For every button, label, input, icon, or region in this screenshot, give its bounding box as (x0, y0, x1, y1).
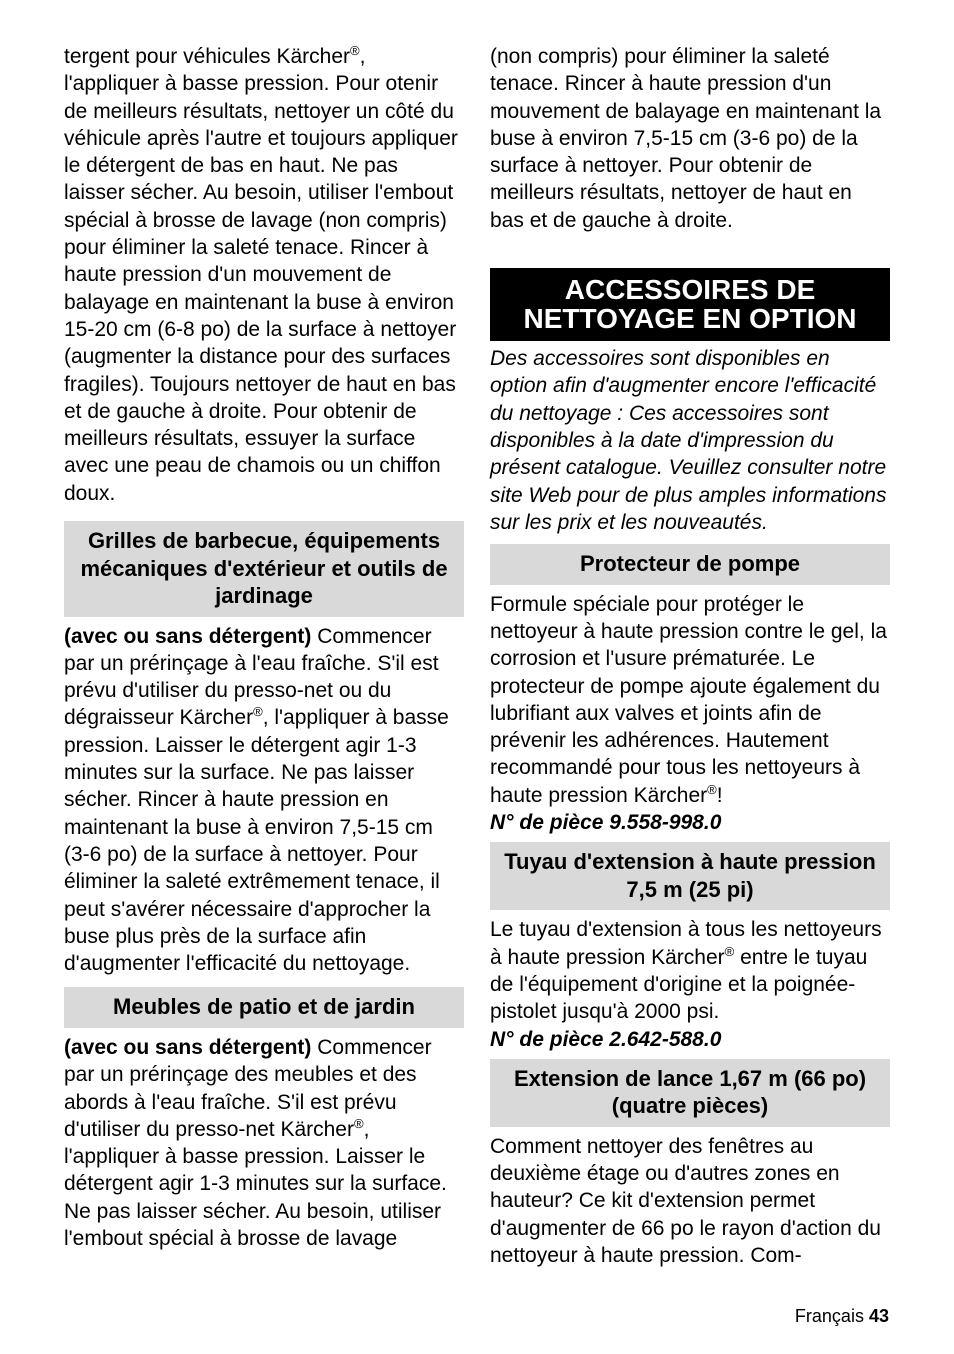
paragraph-patio (64, 1034, 464, 1252)
left-column (64, 43, 464, 1252)
paragraph-grills (64, 623, 464, 978)
paragraph-pump-protector (490, 591, 890, 809)
right-column (490, 43, 890, 1269)
heading-extension-hose: Tuyau d'extension à haute pression 7,5 m (25 pi) (490, 842, 890, 910)
page-footer (795, 1304, 889, 1328)
footer-language: Français (794, 1306, 864, 1326)
registered-mark: ® (350, 43, 360, 58)
text-run: tergent pour véhicules Kärcher (64, 45, 350, 68)
paragraph-vehicle-cleaning (64, 43, 464, 507)
lead-text: (avec ou sans détergent) (64, 1035, 312, 1059)
page-number: 43 (868, 1306, 889, 1326)
paragraph-lance-extension: Comment nettoyer des fenêtres au deuxième étage ou d'autres zones en hauteur? Ce kit d'extension permet d'augmenter de 66 po le rayon d'action du nettoyeur à haute pression. Com- (490, 1134, 881, 1267)
paragraph-accessories-intro: Des accessoires sont disponibles en option afin d'augmenter encore l'efficacité du nettoyage : Ces accessoires sont disponibles à la date d'impression du présent catalogue. Veuillez consulter notre site Web pour de plus amples informations sur les prix et les nouveautés. (490, 347, 887, 534)
heading-grills: Grilles de barbecue, équipements mécaniques d'extérieur et outils de jardinage (64, 521, 464, 617)
text-run: , l'appliquer à basse pression. Laisser le détergent agir 1-3 minutes sur la surface. Ne pas laisser sécher. Rincer à haute pression en maintenant la buse à environ 7,5-15 cm (3-6 po) de la surface à nettoyer. Pour éliminer la saleté extrêmement tenace, il peut s'avérer nécessaire d'approcher la buse plus près de la surface afin d'augmenter l'efficacité du nettoyage. (64, 706, 449, 976)
text-run: Commencer par un prérinçage des meubles et des abords à l'eau fraîche. S'il est prévu d'utiliser du presso-net Kärcher (64, 1035, 432, 1141)
heading-lance-extension: Extension de lance 1,67 m (66 po) (quatre pièces) (490, 1059, 890, 1127)
text-run: , l'appliquer à basse pression. Laisser le détergent agir 1-3 minutes sur la surface. Ne pas laisser sécher. Au besoin, utiliser l'embout spécial à brosse de lavage (64, 1117, 447, 1250)
text-run: Le tuyau d'extension à tous les nettoyeurs à haute pression Kärcher (490, 918, 882, 969)
text-run: ! (716, 783, 723, 807)
registered-mark: ® (724, 943, 735, 959)
paragraph-extension-hose (490, 916, 890, 1025)
registered-mark: ® (353, 1115, 364, 1131)
paragraph-continued: (non compris) pour éliminer la saleté tenace. Rincer à haute pression d'un mouvement de balayage en maintenant la buse à environ 7,5-15 cm (3-6 po) de la surface à nettoyer. Pour obtenir de meilleurs résultats, nettoyer de haut en bas et de gauche à droite. (490, 45, 882, 232)
text-run: , l'appliquer à basse pression. Pour otenir de meilleurs résultats, nettoyer un côté du véhicule après l'autre et toujours appliquer le détergent de bas en haut. Ne pas laisser sécher. Au besoin, utiliser l'embout spécial à brosse de lavage (non compris) pour éliminer la saleté tenace. Rincer à haute pression d'un mouvement de balayage en maintenant la buse à environ 15-20 cm (6-8 po) de la surface à nettoyer (augmenter la distance pour des surfaces fragiles). Toujours nettoyer de haut en bas et de gauche à droite. Pour obtenir de meilleurs résultats, essuyer la surface avec une peau de chamois ou un chiffon doux. (64, 45, 458, 505)
heading-pump-protector: Protecteur de pompe (490, 544, 890, 585)
part-number-pump: N° de pièce 9.558-998.0 (490, 811, 722, 835)
heading-patio: Meubles de patio et de jardin (64, 987, 464, 1028)
heading-optional-accessories: ACCESSOIRES DE NETTOYAGE EN OPTION (490, 268, 890, 341)
text-run: Commencer par un prérinçage à l'eau fraîche. S'il est prévu d'utiliser du presso-net ou du dégraisseur Kärcher (64, 624, 439, 730)
lead-text: (avec ou sans détergent) (64, 624, 312, 648)
text-run: Formule spéciale pour protéger le nettoyeur à haute pression contre le gel, la corrosion et l'usure prématurée. Le protecteur de pompe ajoute également du lubrifiant aux valves et joints afin de prévenir les adhérences. Hautement recommandé pour tous les nettoyeurs à haute pression Kärcher (490, 592, 887, 807)
registered-mark: ® (253, 704, 263, 720)
part-number-hose: N° de pièce 2.642-588.0 (490, 1027, 722, 1051)
registered-mark: ® (707, 781, 717, 797)
text-run: entre le tuyau de l'équipement d'origine et la poignée-pistolet jusqu'à 2000 psi. (490, 945, 868, 1024)
